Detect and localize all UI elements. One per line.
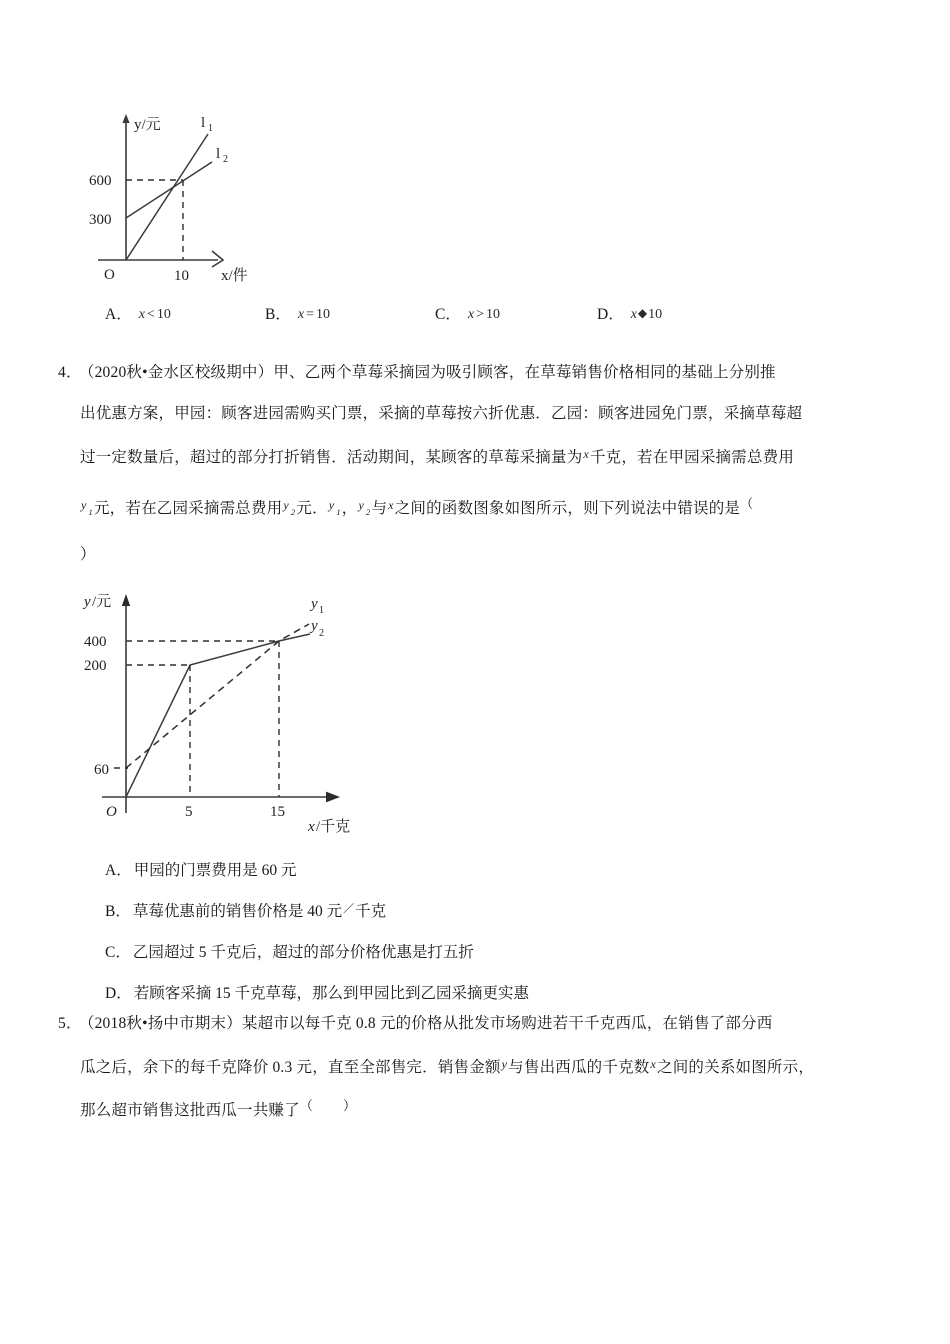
question3-option-d-num: 10 [648,307,663,322]
question3-option-a-op: < [146,307,155,322]
figure2-svg [66,588,396,838]
question4-choice-d-text: 若顾客采摘 15 千克草莓，那么到甲园比到乙园采摘更实惠 [133,985,529,1002]
figure2-origin-label: O [106,804,117,820]
figure1-x-axis-arrow [212,251,223,267]
figure2-y-axis-label-variable: y [84,594,91,610]
question5-line3-text: 那么超市销售这批西瓜一共赚了 [80,1102,300,1119]
question4-variable-y2-second: y [358,498,364,512]
question4-line4-text-c: 与 [371,500,388,517]
figure1-origin-label: O [104,267,115,283]
figure2-curve-y2-solid [126,634,310,797]
figure1-svg [88,100,348,290]
question4-line-2 [80,393,802,434]
question3-option-b-expression [291,307,330,322]
figure1-label-l2: l [216,146,221,162]
question4-choice-b-letter: B． [105,903,131,920]
question3-option-b-op: = [306,307,314,322]
figure2-x-axis-label-unit: /千克 [316,819,351,835]
question4-line3-text-b: 千克，若在甲园采摘需总费用 [589,449,795,466]
question3-option-c-num: 10 [485,307,500,322]
question4-line4-comma: ， [341,500,358,517]
question4-choice-c-letter: C． [105,944,131,961]
figure2-label-y2: y [311,618,318,634]
question3-option-d-var: x [630,307,637,322]
question4-line-1 [58,352,776,393]
figure2-label-y2-subscript: 2 [319,628,324,639]
question3-option-d-expression [624,307,662,322]
figure2-label-y1: y [311,596,318,612]
question3-option-c-op: > [476,307,484,322]
figure1-y-tick-600: 600 [89,173,112,189]
figure1-line-l1 [126,134,208,260]
figure-linear-functions-l1-l2 [88,100,348,290]
question5-line-1 [58,1003,772,1044]
question4-line4-text-a: 元，若在乙园采摘需总费用 [93,500,283,517]
question3-option-c-letter: C． [435,306,461,323]
question4-line-4 [80,483,753,533]
question3-option-d-op-glyph: ◆ [637,306,648,320]
question5-line2-text-b: 与售出西瓜的千克数 [508,1059,650,1076]
question4-variable-y1: y [81,498,87,512]
question5-line2-text-a: 瓜之后，余下的每千克降价 0.3 元，直至全部售完．销售金额 [80,1059,501,1076]
question4-line-5 [80,534,96,575]
figure2-y-tick-400: 400 [84,634,107,650]
question3-option-d[interactable] [597,302,662,324]
question3-option-d-letter: D． [597,306,624,323]
question4-number: 4． [58,364,82,381]
figure2-curve-y1-dashed [126,624,309,768]
question4-choice-b-text-a: 草莓优惠前的销售价格是 40 元 [132,903,343,920]
question5-line-3 [80,1085,356,1131]
figure1-y-axis-label: y/元 [134,117,161,133]
question5-line2-text-c: 之间的关系如图所示， [657,1059,815,1076]
question4-choice-a[interactable] [105,858,296,880]
question3-option-a-letter: A． [105,306,132,323]
figure2-x-tick-5: 5 [185,804,193,820]
question3-option-b-num: 10 [315,307,330,322]
question4-choice-b-text-b: 千克 [355,903,387,920]
question3-option-c[interactable] [435,302,500,324]
figure1-y-axis-arrow [122,114,129,123]
question3-option-b[interactable] [265,302,330,324]
question4-choice-d-letter: D． [105,985,132,1002]
question3-option-b-letter: B． [265,306,291,323]
figure1-line-l2 [126,162,212,218]
question4-variable-y2: y [283,498,289,512]
question3-option-b-var: x [297,307,305,322]
question4-variable-y2-subscript: 2 [290,507,296,517]
question3-option-c-var: x [467,307,475,322]
question4-variable-y1-second: y [328,498,335,512]
figure1-x-tick-10: 10 [174,268,189,284]
figure2-x-tick-15: 15 [270,804,285,820]
question4-variable-y1-subscript: 1 [88,507,93,517]
figure1-label-l1: l [201,115,206,131]
question5-answer-paren-open: （ [299,1098,314,1113]
question4-line3-text-a: 过一定数量后，超过的部分打折销售．活动期间，某顾客的草莓采摘量为 [80,449,583,466]
question4-choice-a-text: 甲园的门票费用是 60 元 [133,862,297,879]
figure1-x-axis-label: x/件 [221,268,248,284]
question3-option-a-var: x [138,307,145,322]
question3-option-c-expression [461,307,500,322]
question5-answer-paren-close: ） [343,1098,357,1113]
question4-variable-x-second: x [388,498,394,512]
figure1-label-l1-subscript: 1 [208,123,213,134]
question3-option-a-num: 10 [156,307,171,322]
figure2-y-tick-60: 60 [94,762,109,778]
question4-line-3 [80,434,794,478]
question5-line-2 [80,1044,814,1088]
figure1-y-tick-300: 300 [89,212,112,228]
figure2-label-y1-subscript: 1 [319,605,324,616]
question4-choice-b-slash: ／ [343,903,355,915]
question4-line3-variable-x: x [583,447,589,461]
figure1-label-l2-subscript: 2 [223,154,228,165]
question4-choice-c[interactable] [105,940,474,962]
question4-variable-y2-second-subscript: 2 [366,507,371,517]
figure2-y-axis-arrow [122,594,130,606]
question5-variable-y: y [501,1057,508,1071]
question4-line4-text-d: 之间的函数图象如图所示，则下列说法中错误的是 [394,500,741,517]
question5-number: 5． [58,1015,82,1032]
question4-line2-text: 出优惠方案，甲园：顾客进园需购买门票，采摘的草莓按六折优惠．乙园：顾客进园免门票，采摘草莓超 [80,405,803,422]
question5-variable-x: x [650,1057,657,1071]
question3-option-a-expression [132,307,171,322]
question4-choice-a-letter: A． [105,862,132,879]
question4-line1-text: （2020秋•金水区校级期中）甲、乙两个草莓采摘园为吸引顾客，在草莓销售价格相同的基础上分别推 [86,364,776,381]
question5-line1-text: （2018秋•扬中市期末）某超市以每千克 0.8 元的价格从批发市场购进若干千克西瓜，在销售了部分西 [86,1015,773,1032]
question4-line4-text-b: 元． [296,500,328,517]
question4-answer-paren-close: ） [80,546,96,563]
figure2-x-axis-arrow [326,792,340,803]
question3-option-a[interactable] [105,302,171,324]
figure-strawberry-picking-cost [66,588,396,838]
figure2-y-axis-label-unit: /元 [92,594,112,610]
question4-choice-c-text: 乙园超过 5 千克后，超过的部分价格优惠是打五折 [132,944,474,961]
question4-choice-d[interactable] [105,981,529,1003]
question4-variable-y1-second-subscript: 1 [336,507,341,517]
question4-answer-paren-open: （ [740,496,754,511]
figure2-y-tick-200: 200 [84,658,107,674]
figure2-x-axis-label-variable: x [308,819,315,835]
question4-choice-b[interactable] [105,899,386,921]
